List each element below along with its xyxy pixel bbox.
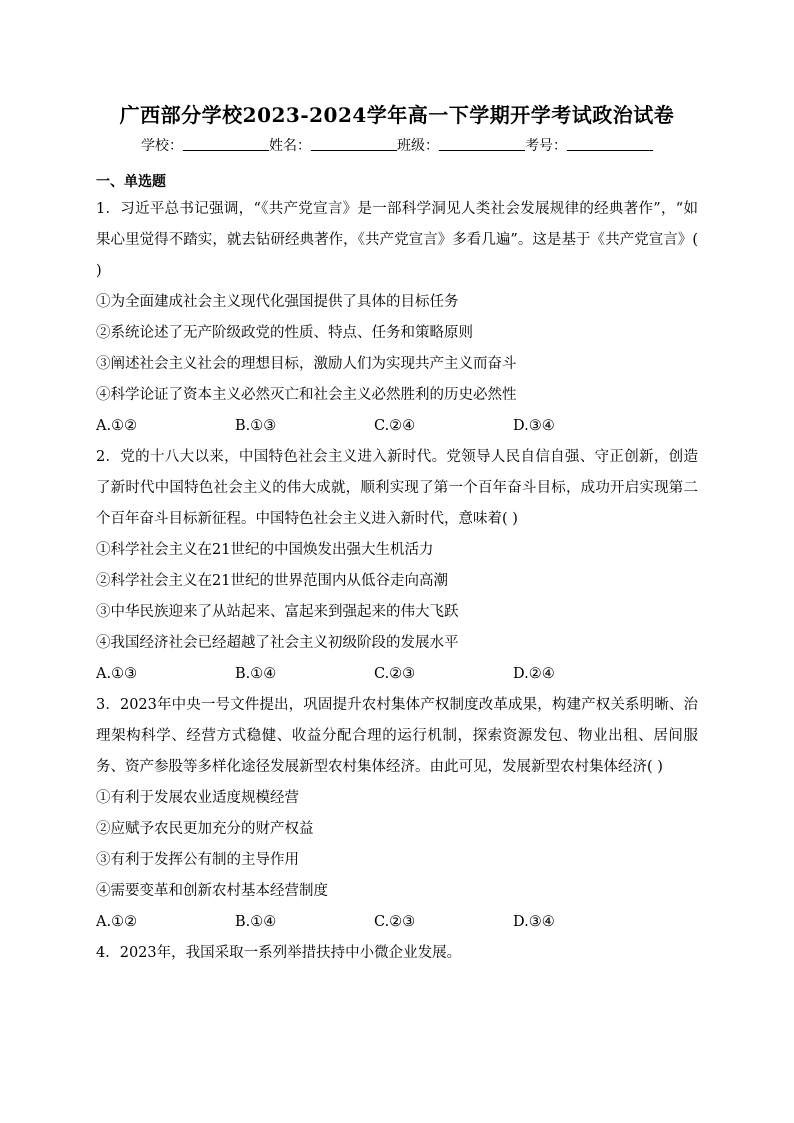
choice-b: B.①④ [235,914,277,930]
question-stem: 4．2023年，我国采取一系列举措扶持中小微企业发展。 [96,945,462,961]
choice-a: A.①③ [96,666,138,682]
name-blank [311,136,397,151]
choice-d: D.③④ [513,418,555,434]
statement-2: ②科学社会主义在21世纪的世界范围内从低谷走向高潮 [96,573,448,589]
student-info-line [96,134,698,158]
answer-choices [96,411,698,442]
statement-4: ④我国经济社会已经超越了社会主义初级阶段的发展水平 [96,635,459,651]
school-label: 学校： [141,138,183,154]
choice-c: C.②③ [374,666,416,682]
question-stem: 1．习近平总书记强调，“《共产党宣言》是一部科学洞见人类社会发展规律的经典著作”，“如果心里觉得不踏实，就去钻研经典著作，《共产党宣言》多看几遍”。这是基于《共产党宣言》( ) [96,201,698,279]
name-label: 姓名： [269,138,311,154]
school-field [141,134,269,158]
statement-3: ③阐述社会主义社会的理想目标，激励人们为实现共产主义而奋斗 [96,356,517,372]
section-heading: 一、单选题 [96,174,166,190]
statement-2: ②系统论述了无产阶级政党的性质、特点、任务和策略原则 [96,325,473,341]
exam-title: 广西部分学校2023-2024学年高一下学期开学考试政治试卷 [119,103,675,127]
statement-1: ①为全面建成社会主义现代化强国提供了具体的目标任务 [96,294,459,310]
statement-4: ④需要变革和创新农村基本经营制度 [96,883,328,899]
question-2 [96,442,698,690]
choice-a: A.①② [96,914,138,930]
school-blank [183,136,269,151]
choice-b: B.①④ [235,666,277,682]
answer-choices [96,659,698,690]
statement-2: ②应赋予农民更加充分的财产权益 [96,821,314,837]
statement-3: ③中华民族迎来了从站起来、富起来到强起来的伟大飞跃 [96,604,459,620]
statement-1: ①科学社会主义在21世纪的中国焕发出强大生机活力 [96,542,434,558]
question-stem: 2．党的十八大以来，中国特色社会主义进入新时代。党领导人民自信自强、守正创新，创造了新时代中国特色社会主义的伟大成就，顺利实现了第一个百年奋斗目标，成功开启实现第二个百年奋斗目标新征程。中国特色社会主义进入新时代，意味着( ) [96,449,698,527]
exam-number-blank [567,136,653,151]
choice-b: B.①③ [235,418,277,434]
choice-d: D.②④ [513,666,555,682]
name-field [269,134,397,158]
question-3 [96,690,698,938]
question-stem: 3．2023年中央一号文件提出，巩固提升农村集体产权制度改革成果，构建产权关系明晰、治理架构科学、经营方式稳健、收益分配合理的运行机制，探索资源发包、物业出租、居间服务、资产参股等多样化途径发展新型农村集体经济。由此可见，发展新型农村集体经济( ) [96,697,698,775]
choice-a: A.①② [96,418,138,434]
class-blank [439,136,525,151]
exam-number-label: 考号： [525,138,567,154]
question-1 [96,194,698,442]
class-label: 班级： [397,138,439,154]
choice-d: D.③④ [513,914,555,930]
statement-4: ④科学论证了资本主义必然灭亡和社会主义必然胜利的历史必然性 [96,387,517,403]
answer-choices [96,907,698,938]
question-4 [96,938,698,969]
choice-c: C.②④ [374,418,416,434]
choice-c: C.②③ [374,914,416,930]
class-field [397,134,525,158]
exam-number-field [525,134,653,158]
statement-1: ①有利于发展农业适度规模经营 [96,790,299,806]
statement-3: ③有利于发挥公有制的主导作用 [96,852,299,868]
